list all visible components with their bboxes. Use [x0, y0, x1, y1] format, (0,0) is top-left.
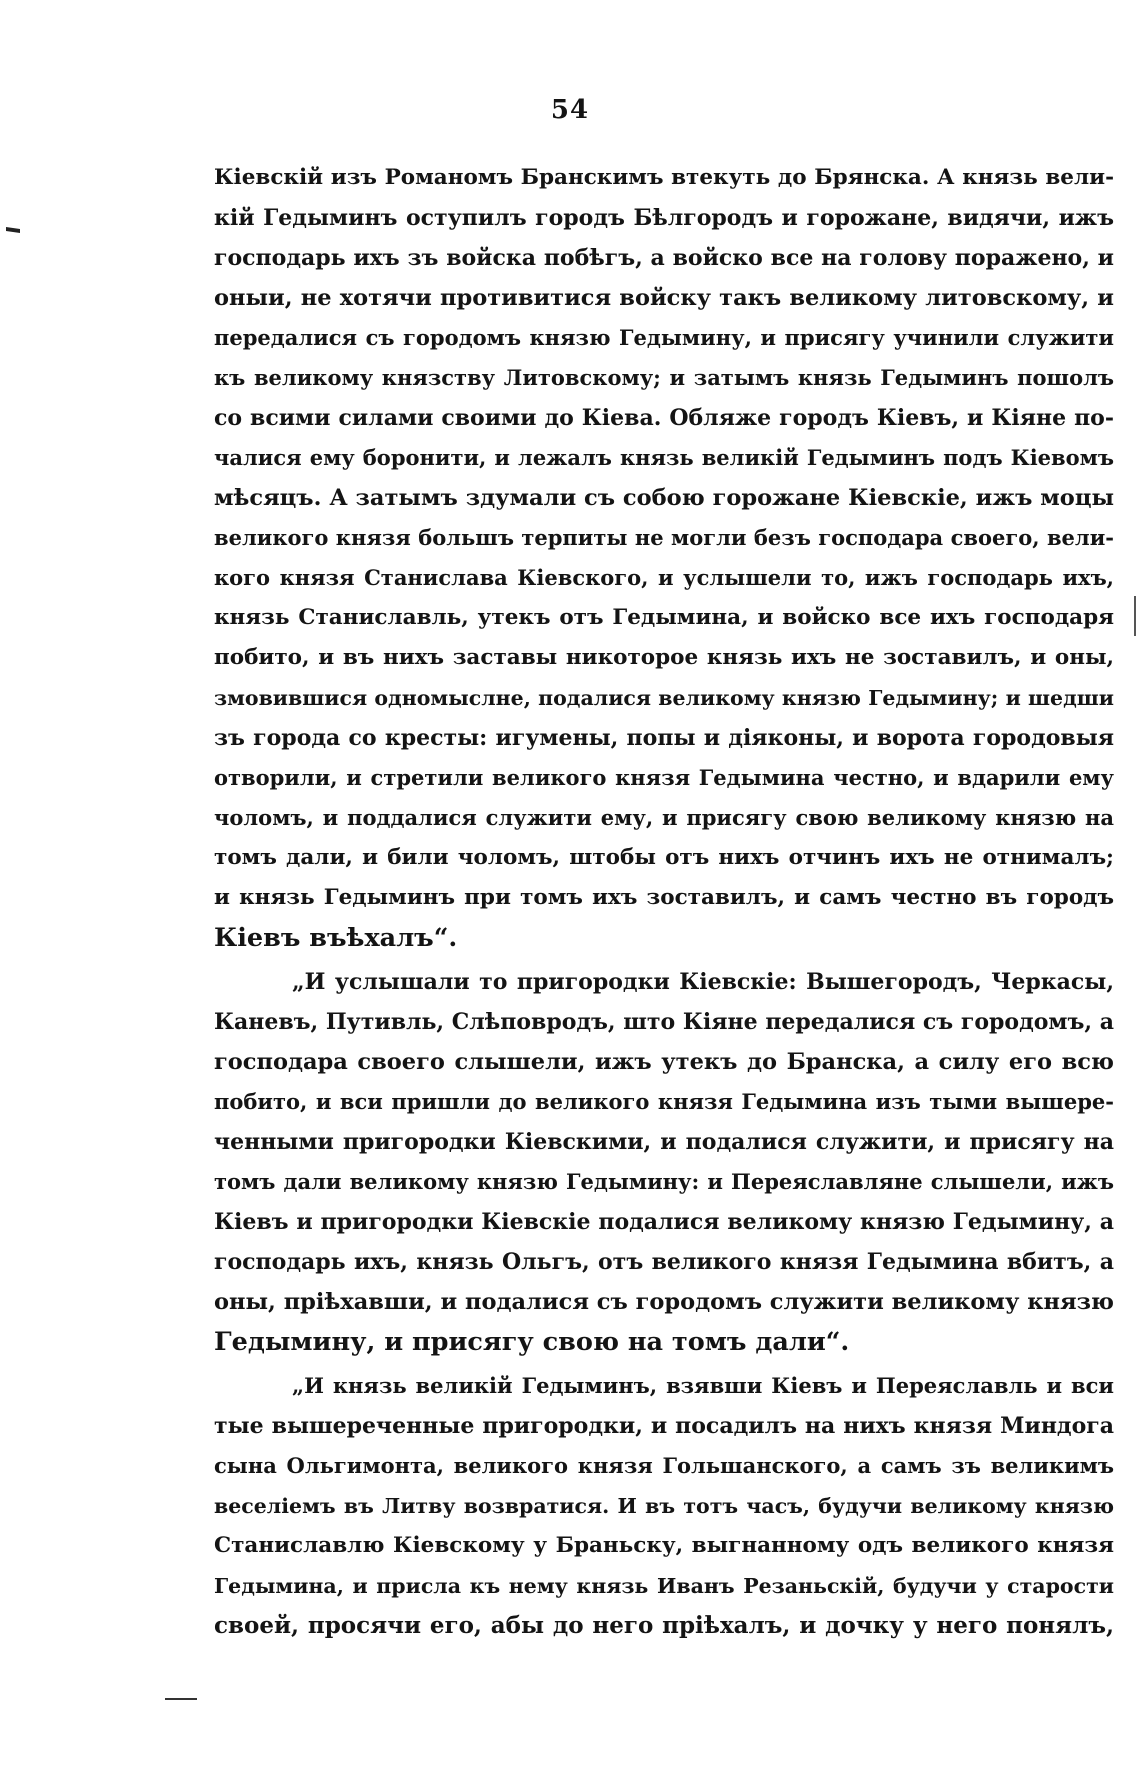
text-line: Станиславлю Кіевскому у Браньску, выгнанному одъ великого князя [214, 1533, 1114, 1558]
text-line: тые вышереченные пригородки, и посадилъ на нихъ князя Миндога [214, 1413, 1114, 1439]
text-line: томъ дали, и били чоломъ, штобы отъ нихъ отчинъ ихъ не отнималъ; [214, 845, 1114, 870]
text-line: великого князя большъ терпиты не могли безъ господара своего, вели- [214, 525, 1114, 550]
text-line: сына Ольгимонта, великого князя Гольшанского, а самъ зъ великимъ [214, 1453, 1114, 1478]
page-body-text [214, 158, 1114, 1646]
text-line: и князь Гедыминъ при томъ ихъ зоставилъ, и самъ честно въ городъ [214, 885, 1114, 910]
margin-mark [6, 227, 20, 233]
text-line: оныи, не хотячи противитися войску такъ великому литовскому, и [214, 285, 1114, 311]
footer-rule [165, 1698, 197, 1700]
text-line: господарь ихъ зъ войска побѣгъ, а войско все на голову поражено, и [214, 245, 1114, 271]
text-line: Гедымину, и присягу свою на томъ дали“. [214, 1327, 850, 1357]
text-line: веселіемъ въ Литву возвратися. И въ тотъ часъ, будучи великому князю [214, 1494, 1114, 1518]
text-line: со всими силами своими до Кіева. Обляже городъ Кіевъ, и Кіяне по- [214, 405, 1114, 431]
text-line: Гедымина, и присла къ нему князь Иванъ Резаньскій, будучи у старости [214, 1574, 1114, 1598]
text-line: Кіевъ и пригородки Кіевскіе подалися великому князю Гедымину, а [214, 1209, 1114, 1235]
text-line: „И князь великій Гедыминъ, взявши Кіевъ и Переяславль и вси [292, 1373, 1114, 1398]
text-line: томъ дали великому князю Гедымину: и Переяславляне слышели, ижъ [214, 1169, 1114, 1194]
text-line: кого князя Станислава Кіевского, и услышели то, ижъ господарь ихъ, [214, 565, 1114, 590]
text-line: князь Станиславль, утекъ отъ Гедымина, и войско все ихъ господаря [214, 605, 1114, 630]
text-line: змовившися одномыслне, подалися великому князю Гедымину; и шедши [214, 686, 1114, 710]
text-line: зъ города со кресты: игумены, попы и діяконы, и ворота городовыя [214, 725, 1114, 751]
text-line: оны, пріѣхавши, и подалися съ городомъ служити великому князю [214, 1289, 1114, 1315]
text-line: Кіевъ въѣхалъ“. [214, 923, 458, 953]
text-line: отворили, и стретили великого князя Гедымина честно, и вдарили ему [214, 765, 1114, 790]
text-line: побито, и вси пришли до великого князя Гедымина изъ тыми вышере- [214, 1089, 1114, 1114]
text-line: чоломъ, и поддалися служити ему, и присягу свою великому князю на [214, 805, 1114, 830]
text-line: кій Гедыминъ оступилъ городъ Бѣлгородъ и горожане, видячи, ижъ [214, 205, 1114, 231]
text-line: побито, и въ нихъ заставы никоторое князь ихъ не зоставилъ, и оны, [214, 645, 1114, 670]
text-line: господарь ихъ, князь Ольгъ, отъ великого князя Гедымина вбитъ, а [214, 1249, 1114, 1275]
text-line: чалися ему боронити, и лежалъ князь великій Гедыминъ подъ Кіевомъ [214, 445, 1114, 470]
text-line: мѣсяцъ. А затымъ здумали съ собою горожане Кіевскіе, ижъ моцы [214, 485, 1114, 511]
text-line: передалися съ городомъ князю Гедымину, и присягу учинили служити [214, 325, 1114, 350]
text-line: Кіевскій изъ Романомъ Бранскимъ втекуть до Брянска. А князь вели- [214, 165, 1114, 190]
text-line: Каневъ, Путивль, Слѣповродъ, што Кіяне передалися съ городомъ, а [214, 1009, 1114, 1035]
margin-mark-right [1134, 596, 1136, 636]
text-line: „И услышали то пригородки Кіевскіе: Вышегородъ, Черкасы, [292, 969, 1114, 995]
page-number: 54 [550, 95, 590, 125]
text-line: къ великому князству Литовскому; и затымъ князь Гедыминъ пошолъ [214, 365, 1114, 390]
text-line: своей, просячи его, абы до него пріѣхалъ, и дочку у него понялъ, [214, 1612, 1114, 1639]
text-line: ченными пригородки Кіевскими, и подалися служити, и присягу на [214, 1129, 1114, 1155]
text-line: господара своего слышели, ижъ утекъ до Бранска, а силу его всю [214, 1049, 1114, 1075]
